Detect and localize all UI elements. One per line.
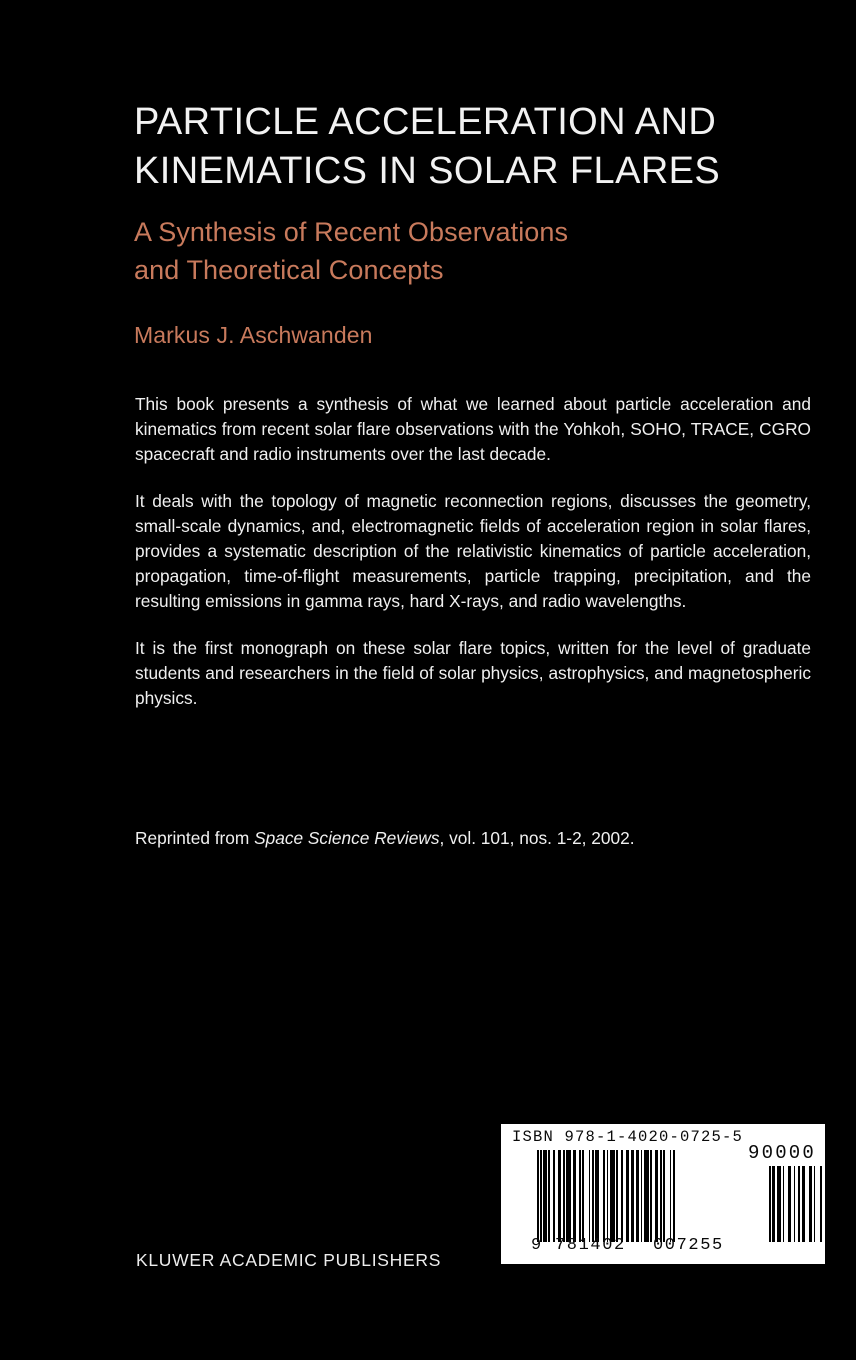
ean-digits-right: 007255 xyxy=(653,1236,724,1255)
ean-digits-left: 781402 xyxy=(555,1236,626,1255)
ean13-digits xyxy=(531,1236,731,1260)
ean13-bars xyxy=(537,1150,719,1242)
blurb-text xyxy=(135,392,811,711)
ean5-addon-bars xyxy=(769,1166,845,1242)
ean-digit-first: 9 xyxy=(531,1236,543,1255)
blurb-paragraph-1: This book presents a synthesis of what we learned about particle acceleration and kinematics from recent solar flare observations with the Yohkoh, SOHO, TRACE, CGRO spacecraft and radio instruments over the last decade. xyxy=(135,394,811,465)
reprint-prefix: Reprinted from xyxy=(135,828,255,848)
subtitle-line-1: A Synthesis of Recent Observations xyxy=(134,217,569,247)
isbn-label: ISBN 978-1-4020-0725-5 xyxy=(512,1128,744,1146)
reprint-journal-title: Space Science Reviews xyxy=(254,828,440,848)
book-title xyxy=(134,98,794,196)
publisher-name: KLUWER ACADEMIC PUBLISHERS xyxy=(136,1250,442,1270)
barcode-addon-label: 90000 xyxy=(747,1142,816,1164)
title-line-1: PARTICLE ACCELERATION AND xyxy=(134,101,717,143)
book-subtitle xyxy=(134,213,794,289)
blurb-paragraph-3: It is the first monograph on these solar flare topics, written for the level of graduate students and researchers in the field of solar physics, astrophysics, and magnetospheric physics. xyxy=(135,637,811,709)
author-name: Markus J. Aschwanden xyxy=(134,322,373,348)
title-line-2: KINEMATICS IN SOLAR FLARES xyxy=(134,150,721,192)
subtitle-line-2: and Theoretical Concepts xyxy=(134,255,444,285)
blurb-paragraph-2: It deals with the topology of magnetic reconnection regions, discusses the geometry, small-scale dynamics, and, electromagnetic fields of acceleration region in solar flares, provides a systematic description of the relativistic kinematics of particle acceleration, propagation, time-of-flight measurements, particle trapping, precipitation, and the resulting emissions in gamma rays, hard X-rays, and radio wavelengths. xyxy=(135,490,811,612)
isbn-barcode xyxy=(501,1124,825,1264)
reprint-notice xyxy=(135,826,635,851)
reprint-suffix: , vol. 101, nos. 1-2, 2002. xyxy=(439,828,635,848)
